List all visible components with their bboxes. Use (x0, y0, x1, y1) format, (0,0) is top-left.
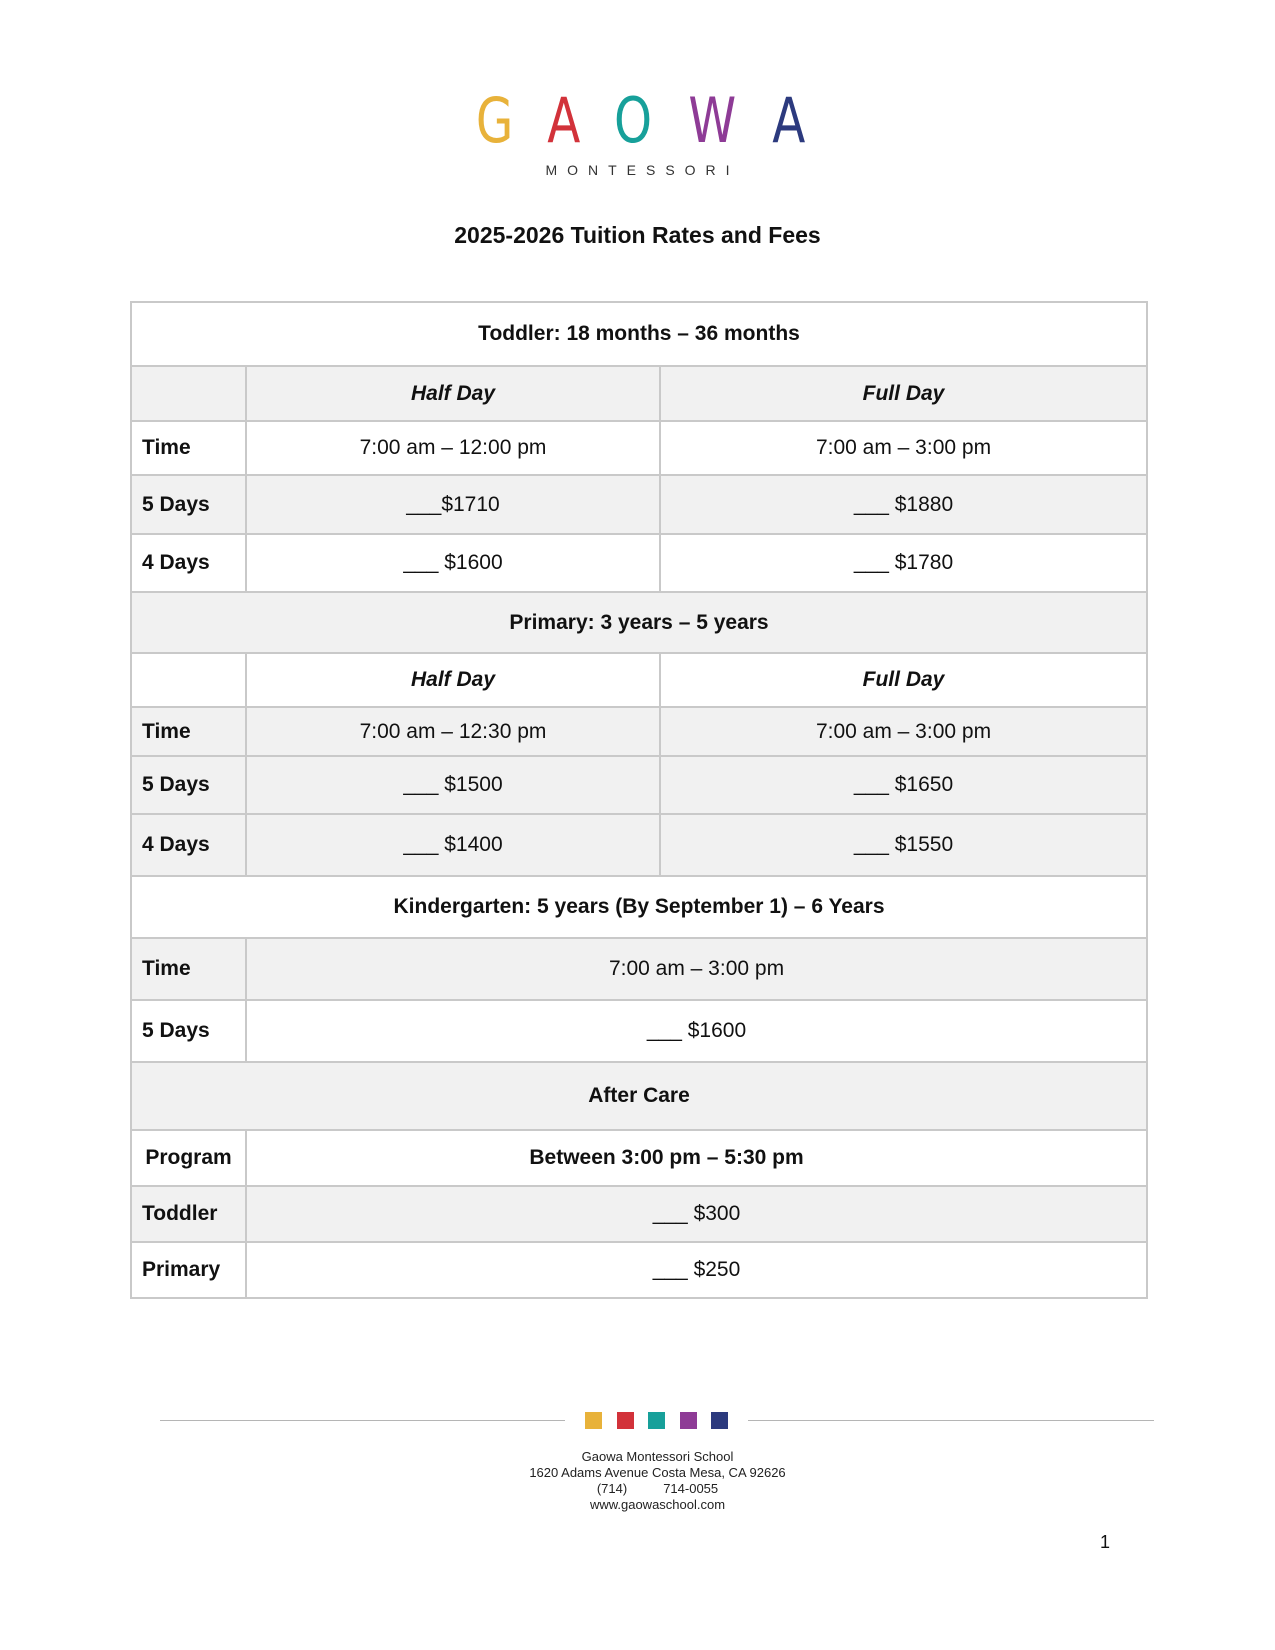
primary-four-half: ___ $1400 (246, 814, 660, 876)
aftercare-toddler: ___ $300 (246, 1186, 1147, 1242)
color-square-icon (648, 1412, 665, 1429)
footer-divider-left (160, 1420, 565, 1421)
row-label: Toddler (131, 1186, 246, 1242)
primary-time-row (131, 707, 1147, 756)
primary-time-full: 7:00 am – 3:00 pm (660, 707, 1147, 756)
logo-letter: A (547, 84, 600, 157)
row-label: Time (131, 707, 246, 756)
kindergarten-section-heading (131, 876, 1147, 938)
row-label: Time (131, 938, 246, 1000)
aftercare-program: Between 3:00 pm – 5:30 pm (246, 1130, 1147, 1186)
school-name: Gaowa Montessori School (581, 1449, 734, 1464)
school-phone (0, 1481, 1275, 1497)
kindergarten-time-row (131, 938, 1147, 1000)
aftercare-primary: ___ $250 (246, 1242, 1147, 1298)
primary-five-half: ___ $1500 (246, 756, 660, 814)
logo-letter: O (614, 84, 672, 157)
phone-area: (714) (596, 1481, 628, 1496)
row-label: Time (131, 421, 246, 475)
row-label: 5 Days (131, 475, 246, 534)
logo-wordmark (0, 86, 1275, 156)
logo-letter: G (475, 84, 533, 157)
page-title: 2025-2026 Tuition Rates and Fees (454, 222, 821, 248)
aftercare-primary-row (131, 1242, 1147, 1298)
phone-number: 714-0055 (663, 1481, 719, 1496)
toddler-column-headers (131, 366, 1147, 421)
color-square-icon (711, 1412, 728, 1429)
aftercare-heading: After Care (131, 1062, 1147, 1130)
primary-heading: Primary: 3 years – 5 years (131, 592, 1147, 653)
aftercare-program-row (131, 1130, 1147, 1186)
aftercare-toddler-row (131, 1186, 1147, 1242)
toddler-time-row (131, 421, 1147, 475)
toddler-five-half: ___$1710 (246, 475, 660, 534)
toddler-four-days-row (131, 534, 1147, 592)
logo-subtitle: MONTESSORI (545, 162, 740, 178)
primary-column-headers (131, 653, 1147, 707)
row-label: 5 Days (131, 756, 246, 814)
toddler-four-full: ___ $1780 (660, 534, 1147, 592)
row-label: 4 Days (131, 534, 246, 592)
school-website[interactable]: www.gaowaschool.com (589, 1497, 726, 1512)
toddler-four-half: ___ $1600 (246, 534, 660, 592)
primary-four-days-row (131, 814, 1147, 876)
primary-five-days-row (131, 756, 1147, 814)
logo-letter: A (771, 84, 824, 157)
kindergarten-five-days-row (131, 1000, 1147, 1062)
tuition-table (130, 301, 1148, 1299)
color-square-icon (585, 1412, 602, 1429)
primary-five-full: ___ $1650 (660, 756, 1147, 814)
toddler-five-days-row (131, 475, 1147, 534)
color-square-icon (680, 1412, 697, 1429)
page-number: 1 (1100, 1532, 1111, 1552)
logo-letter: W (688, 84, 756, 157)
color-square-icon (617, 1412, 634, 1429)
kindergarten-five: ___ $1600 (246, 1000, 1147, 1062)
primary-col-full: Full Day (660, 653, 1147, 707)
kindergarten-heading: Kindergarten: 5 years (By September 1) – 6 Years (131, 876, 1147, 938)
toddler-col-full: Full Day (660, 366, 1147, 421)
row-label: Program (131, 1130, 246, 1186)
toddler-time-half: 7:00 am – 12:00 pm (246, 421, 660, 475)
toddler-col-half: Half Day (246, 366, 660, 421)
footer-contact (0, 1449, 1275, 1513)
kindergarten-time: 7:00 am – 3:00 pm (246, 938, 1147, 1000)
primary-time-half: 7:00 am – 12:30 pm (246, 707, 660, 756)
empty-cell (131, 653, 246, 707)
primary-four-full: ___ $1550 (660, 814, 1147, 876)
aftercare-section-heading (131, 1062, 1147, 1130)
toddler-section-heading (131, 302, 1147, 366)
toddler-five-full: ___ $1880 (660, 475, 1147, 534)
row-label: 4 Days (131, 814, 246, 876)
toddler-heading: Toddler: 18 months – 36 months (131, 302, 1147, 366)
logo (0, 86, 1275, 178)
row-label: Primary (131, 1242, 246, 1298)
row-label: 5 Days (131, 1000, 246, 1062)
school-address: 1620 Adams Avenue Costa Mesa, CA 92626 (529, 1465, 786, 1480)
footer-divider-right (748, 1420, 1154, 1421)
primary-col-half: Half Day (246, 653, 660, 707)
primary-section-heading (131, 592, 1147, 653)
toddler-time-full: 7:00 am – 3:00 pm (660, 421, 1147, 475)
empty-cell (131, 366, 246, 421)
